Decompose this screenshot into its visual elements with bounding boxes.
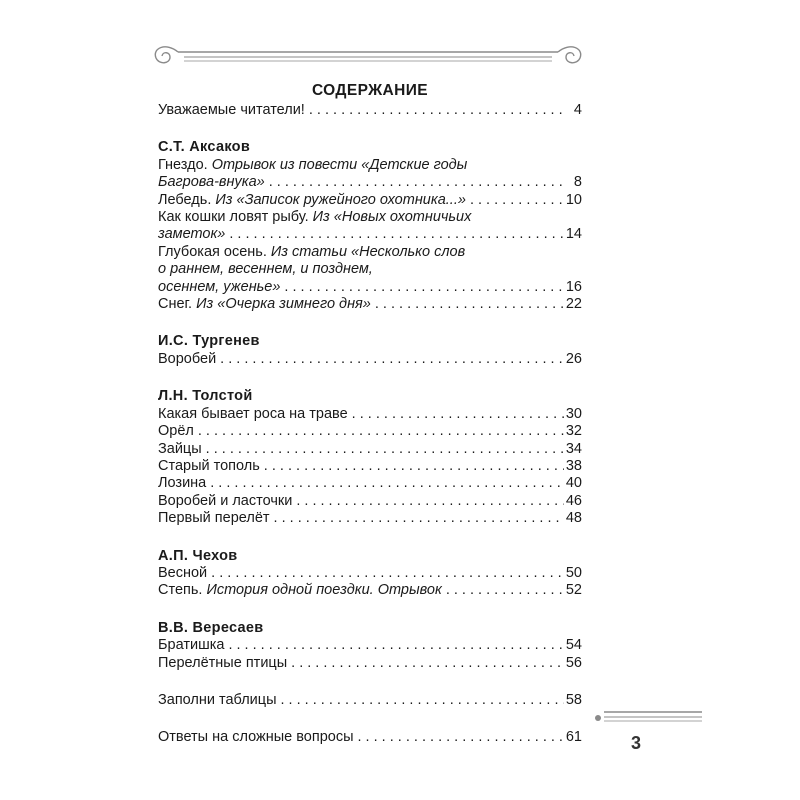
entry-label: Гнездо. xyxy=(158,156,212,173)
table-of-contents xyxy=(158,80,582,747)
entry-label: Заполни таблицы xyxy=(158,691,277,708)
toc-entry-osen-line2[interactable] xyxy=(158,261,582,278)
entry-label: Степь. xyxy=(158,582,207,599)
entry-page: 61 xyxy=(565,729,582,746)
entry-page: 22 xyxy=(565,296,582,313)
entry-label: Снег. xyxy=(158,296,197,313)
toc-title: СОДЕРЖАНИЕ xyxy=(311,82,429,99)
toc-entry-gnezdo-line1[interactable] xyxy=(158,157,582,174)
entry-subtitle: Из «Записок ружейного охотника...» xyxy=(215,191,466,208)
dot-leader xyxy=(352,406,564,423)
dot-leader xyxy=(375,296,564,313)
entry-subtitle: осеннем, уженье» xyxy=(158,278,281,295)
entry-page: 32 xyxy=(565,423,582,440)
entry-page: 58 xyxy=(565,691,582,708)
toc-entry-answers[interactable] xyxy=(158,729,582,746)
top-ornament xyxy=(148,38,588,74)
entry-subtitle: заметок» xyxy=(158,226,226,243)
entry-label: Орёл xyxy=(158,423,194,440)
entry-label: Воробей и ласточки xyxy=(158,492,293,509)
toc-entry-vorobey[interactable] xyxy=(158,351,582,368)
entry-page: 40 xyxy=(565,475,582,492)
dot-leader xyxy=(296,493,564,510)
dot-leader xyxy=(198,423,564,440)
entry-page: 38 xyxy=(565,457,582,474)
toc-entry-oryol[interactable] xyxy=(158,423,582,440)
bottom-ornament xyxy=(592,706,702,732)
toc-entry-intro[interactable] xyxy=(158,102,582,119)
entry-subtitle: Из «Очерка зимнего дня» xyxy=(196,296,371,313)
toc-entry-bratishka[interactable] xyxy=(158,637,582,654)
toc-entry-lebed[interactable] xyxy=(158,192,582,209)
dot-leader xyxy=(358,729,564,746)
entry-page: 52 xyxy=(565,582,582,599)
entry-label: Старый тополь xyxy=(158,457,260,474)
author-heading-turgenev: И.С. Тургенев xyxy=(158,333,260,350)
entry-page: 4 xyxy=(573,102,582,118)
entry-label: Лозина xyxy=(158,475,207,492)
entry-label: Как кошки ловят рыбу. xyxy=(158,209,313,226)
toc-entry-zaitsy[interactable] xyxy=(158,441,582,458)
toc-entry-vesnoy[interactable] xyxy=(158,565,582,582)
entry-label: Весной xyxy=(158,564,208,581)
entry-page: 30 xyxy=(565,405,582,422)
toc-entry-topol[interactable] xyxy=(158,458,582,475)
dot-leader xyxy=(274,510,564,527)
entry-subtitle: Из статьи «Несколько слов xyxy=(270,243,466,260)
entry-subtitle: о раннем, весеннем, и позднем, xyxy=(158,261,373,278)
page-number: 3 xyxy=(631,733,642,753)
toc-entry-sneg[interactable] xyxy=(158,296,582,313)
entry-page: 8 xyxy=(573,174,582,191)
entry-page: 14 xyxy=(565,226,582,243)
entry-subtitle: История одной поездки. Отрывок xyxy=(206,582,442,599)
toc-entry-osen-line1[interactable] xyxy=(158,244,582,261)
dot-leader xyxy=(264,458,564,475)
entry-subtitle: Багрова-внука» xyxy=(158,174,265,191)
toc-entry-osen[interactable] xyxy=(158,279,582,296)
entry-page: 50 xyxy=(565,564,582,581)
entry-label: Зайцы xyxy=(158,440,202,457)
entry-page: 54 xyxy=(565,637,582,654)
toc-entry-koshki-line1[interactable] xyxy=(158,209,582,226)
toc-entry-lozina[interactable] xyxy=(158,475,582,492)
entry-subtitle: Отрывок из повести «Детские годы xyxy=(211,156,468,173)
dot-leader xyxy=(210,475,564,492)
entry-page: 46 xyxy=(565,492,582,509)
author-heading-aksakov: С.Т. Аксаков xyxy=(158,139,251,156)
entry-label: Перелётные птицы xyxy=(158,654,288,671)
entry-label: Уважаемые читатели! xyxy=(158,102,305,118)
entry-label: Ответы на сложные вопросы xyxy=(158,729,354,746)
toc-entry-perelet[interactable] xyxy=(158,510,582,527)
entry-page: 48 xyxy=(565,510,582,527)
entry-label: Глубокая осень. xyxy=(158,243,271,260)
entry-label: Братишка xyxy=(158,637,225,654)
entry-page: 34 xyxy=(565,440,582,457)
toc-entry-gnezdo[interactable] xyxy=(158,174,582,191)
dot-leader xyxy=(228,637,563,654)
dot-leader xyxy=(229,226,563,243)
author-heading-tolstoy: Л.Н. Толстой xyxy=(158,388,253,405)
toc-entry-koshki[interactable] xyxy=(158,226,582,243)
entry-subtitle: Из «Новых охотничьих xyxy=(312,209,472,226)
toc-entry-step[interactable] xyxy=(158,582,582,599)
toc-entry-lastochki[interactable] xyxy=(158,493,582,510)
toc-entry-ptitsy[interactable] xyxy=(158,655,582,672)
entry-label: Лебедь. xyxy=(158,191,216,208)
dot-leader xyxy=(206,441,564,458)
toc-entry-tables[interactable] xyxy=(158,692,582,709)
entry-label: Какая бывает роса на траве xyxy=(158,405,348,422)
dot-leader xyxy=(446,582,564,599)
dot-leader xyxy=(291,655,564,672)
entry-page: 26 xyxy=(565,350,582,367)
entry-label: Первый перелёт xyxy=(158,510,270,527)
entry-page: 16 xyxy=(565,278,582,295)
dot-leader xyxy=(220,351,564,368)
entry-page: 56 xyxy=(565,654,582,671)
dot-leader xyxy=(470,192,564,209)
author-heading-veresaev: В.В. Вересаев xyxy=(158,619,264,636)
dot-leader xyxy=(309,102,564,119)
entry-label: Воробей xyxy=(158,350,217,367)
dot-leader xyxy=(269,174,564,191)
entry-page: 10 xyxy=(565,191,582,208)
toc-entry-rosa[interactable] xyxy=(158,406,582,423)
dot-leader xyxy=(281,692,564,709)
dot-leader xyxy=(211,565,564,582)
dot-leader xyxy=(284,279,563,296)
author-heading-chekhov: А.П. Чехов xyxy=(158,547,238,564)
